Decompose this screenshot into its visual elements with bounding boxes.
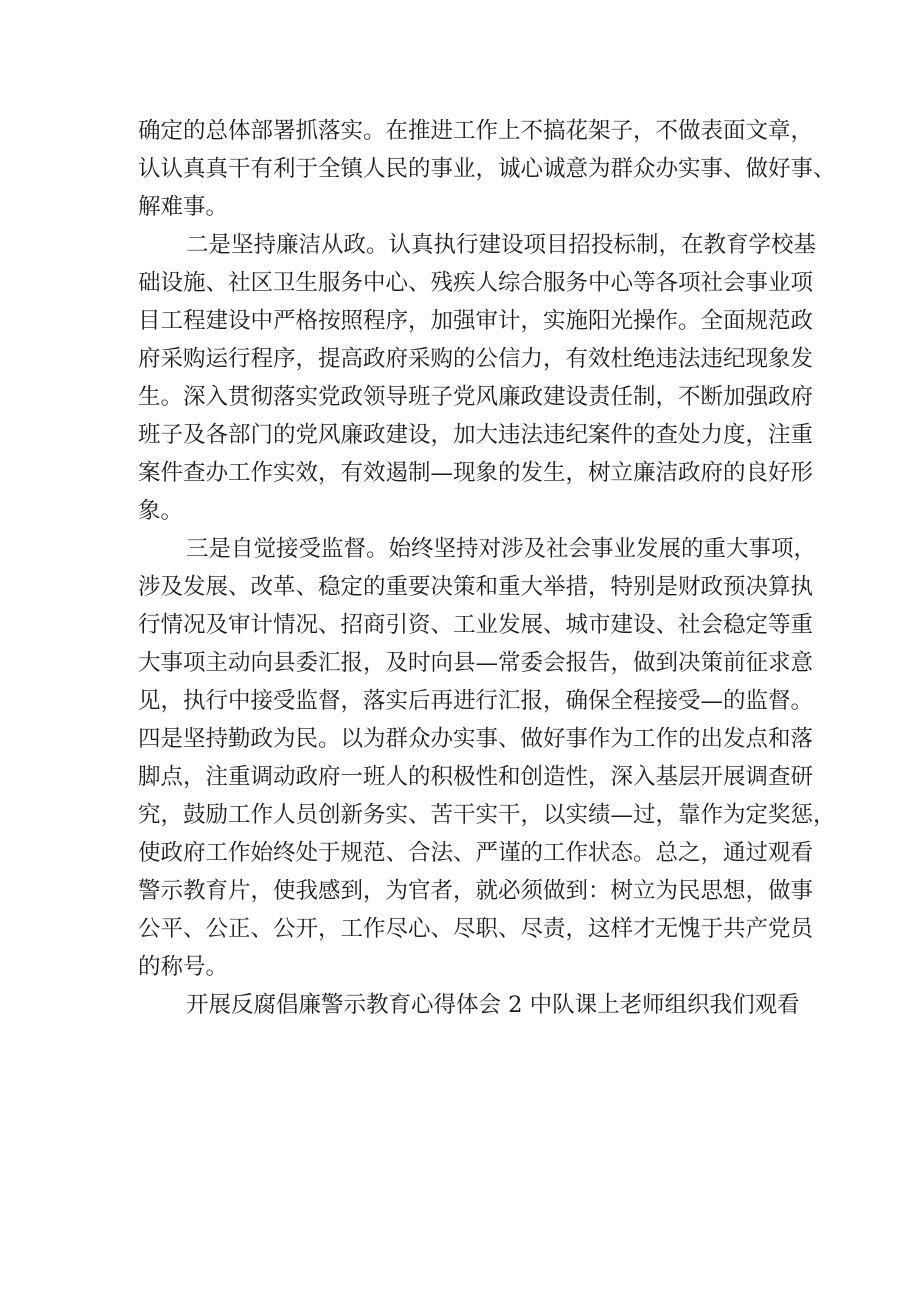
paragraph-start-line: 二是坚持廉洁从政。认真执行建设项目招投标制，在教育学校基: [186, 232, 817, 258]
text-line: 象。: [138, 498, 184, 524]
text-line: 案件查办工作实效，有效遏制—现象的发生，树立廉洁政府的良好形: [138, 460, 814, 486]
text-line: 目工程建设中严格按照程序，加强审计，实施阳光操作。全面规范政: [138, 308, 814, 334]
text-line: 的称号。: [138, 954, 229, 980]
text-line: 班子及各部门的党风廉政建设，加大违法违纪案件的查处力度，注重: [138, 422, 814, 448]
text-line: 认认真真干有利于全镇人民的事业，诚心诚意为群众办实事、做好事、: [138, 156, 836, 182]
text-line: 四是坚持勤政为民。以为群众办实事、做好事作为工作的出发点和落: [138, 726, 814, 752]
text-line: 究，鼓励工作人员创新务实、苦干实干，以实绩—过，靠作为定奖惩，: [138, 802, 836, 828]
document-body: [138, 112, 836, 1024]
text-line: 见，执行中接受监督，落实后再进行汇报，确保全程接受—的监督。: [138, 688, 814, 714]
text-line: 脚点，注重调动政府一班人的积极性和创造性，深入基层开展调查研: [138, 764, 814, 790]
text-line: 础设施、社区卫生服务中心、残疾人综合服务中心等各项社会事业项: [138, 270, 814, 296]
text-line: 行情况及审计情况、招商引资、工业发展、城市建设、社会稳定等重: [138, 612, 814, 638]
paragraph-start-line: 开展反腐倡廉警示教育心得体会 2 中队课上老师组织我们观看: [186, 992, 800, 1018]
text-line: 涉及发展、改革、稳定的重要决策和重大举措，特别是财政预决算执: [138, 574, 814, 600]
paragraph-start-line: 三是自觉接受监督。始终坚持对涉及社会事业发展的重大事项，: [186, 536, 817, 562]
text-line: 确定的总体部署抓落实。在推进工作上不搞花架子，不做表面文章，: [138, 118, 814, 144]
text-line: 生。深入贯彻落实党政领导班子党风廉政建设责任制，不断加强政府: [138, 384, 814, 410]
text-line: 大事项主动向县委汇报，及时向县—常委会报告，做到决策前征求意: [138, 650, 814, 676]
text-line: 府采购运行程序，提高政府采购的公信力，有效杜绝违法违纪现象发: [138, 346, 814, 372]
text-line: 解难事。: [138, 194, 229, 220]
text-line: 警示教育片，使我感到，为官者，就必须做到：树立为民思想，做事: [138, 878, 814, 904]
text-line: 使政府工作始终处于规范、合法、严谨的工作状态。总之，通过观看: [138, 840, 814, 866]
text-line: 公平、公正、公开，工作尽心、尽职、尽责，这样才无愧于共产党员: [138, 916, 814, 942]
